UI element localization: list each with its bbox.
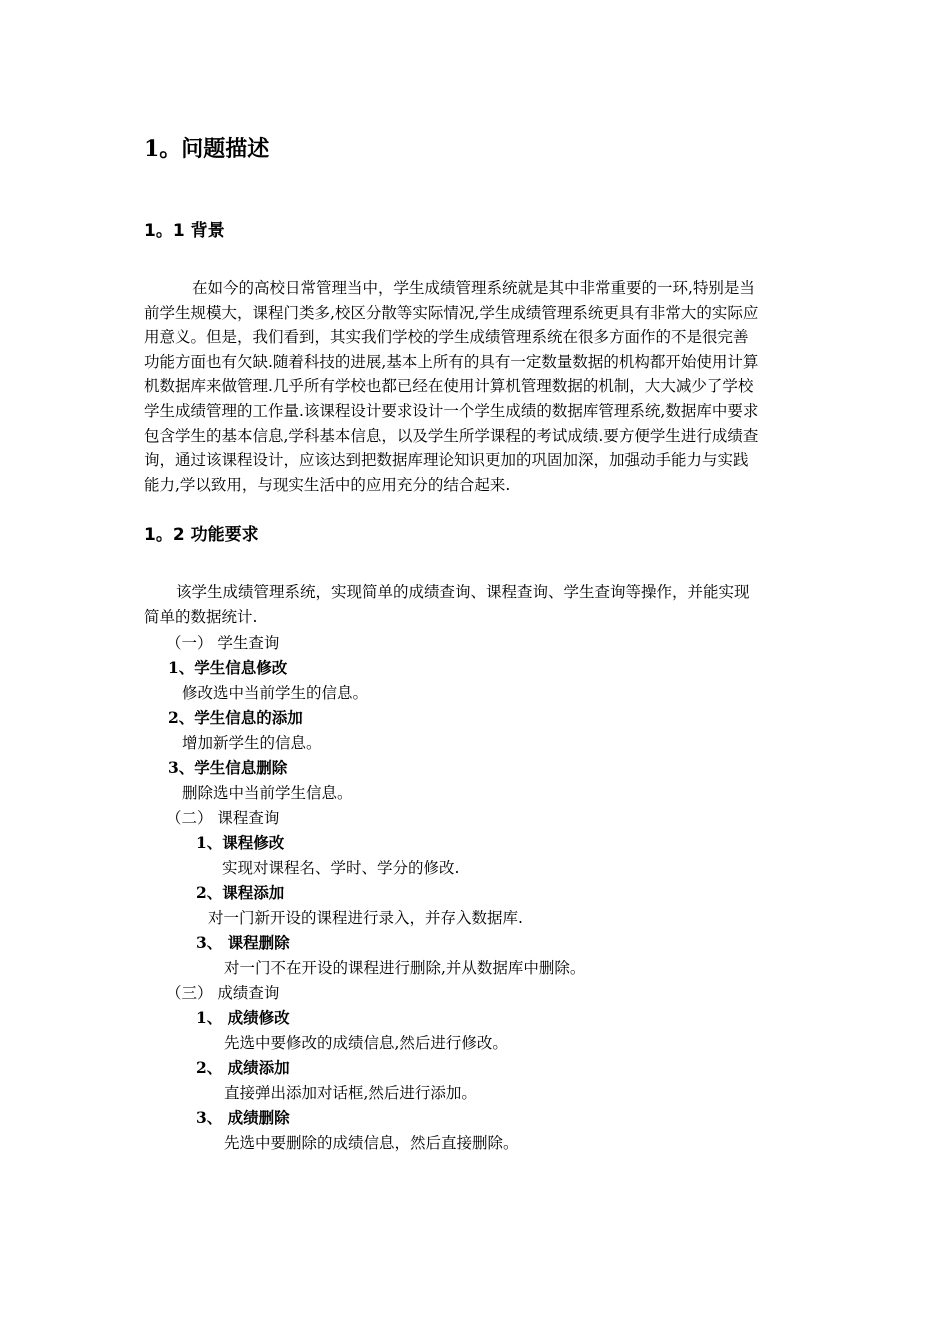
list-item-desc: 增加新学生的信息。 [182, 734, 322, 752]
requirements-intro [144, 580, 812, 629]
paragraph-line: 能力,学以致用，与现实生活中的应用充分的结合起来. [144, 475, 511, 494]
paragraph-line: 前学生规模大，课程门类多,校区分散等实际情况,学生成绩管理系统更具有非常大的实际应 [144, 303, 759, 322]
paragraph-line: 在如今的高校日常管理当中，学生成绩管理系统就是其中非常重要的一环,特别是当 [192, 279, 755, 297]
section-student-query: （一） 学生查询 [166, 634, 280, 652]
paragraph-line: 询，通过该课程设计，应该达到把数据库理论知识更加的巩固加深，加强动手能力与实践 [144, 451, 749, 470]
heading-background: 1。1 背景 [144, 221, 225, 241]
paragraph-line: 机数据库来做管理.几乎所有学校也都已经在使用计算机管理数据的机制，大大减少了学校 [144, 377, 754, 396]
list-item-title: 1、 成绩修改 [196, 1008, 290, 1027]
paragraph-line: 用意义。但是，我们看到，其实我们学校的学生成绩管理系统在很多方面作的不是很完善 [144, 328, 749, 347]
background-paragraph [144, 276, 812, 497]
list-item-desc: 对一门新开设的课程进行录入，并存入数据库. [208, 909, 523, 927]
list-item-title: 2、学生信息的添加 [168, 708, 303, 727]
section-grade-query: （三） 成绩查询 [166, 984, 280, 1002]
list-item-desc: 对一门不在开设的课程进行删除,并从数据库中删除。 [224, 959, 586, 977]
list-item-title: 1、学生信息修改 [168, 658, 288, 677]
list-item-desc: 修改选中当前学生的信息。 [182, 684, 369, 702]
paragraph-line: 学生成绩管理的工作量.该课程设计要求设计一个学生成绩的数据库管理系统,数据库中要求 [144, 401, 759, 420]
list-item-desc: 实现对课程名、学时、学分的修改. [222, 859, 460, 877]
heading-problem-description: 1。问题描述 [144, 136, 270, 162]
list-item-title: 2、 成绩添加 [196, 1058, 290, 1077]
list-item-title: 1、课程修改 [196, 833, 285, 852]
list-item-title: 3、 课程删除 [196, 933, 290, 952]
list-item-desc: 直接弹出添加对话框,然后进行添加。 [224, 1084, 477, 1102]
list-item-title: 2、课程添加 [196, 883, 285, 902]
paragraph-line: 包含学生的基本信息,学科基本信息，以及学生所学课程的考试成绩.要方便学生进行成绩查 [144, 426, 759, 445]
list-item-desc: 先选中要删除的成绩信息，然后直接删除。 [224, 1134, 519, 1152]
intro-line: 简单的数据统计. [144, 607, 258, 626]
paragraph-line: 功能方面也有欠缺.随着科技的进展,基本上所有的具有一定数量数据的机构都开始使用计算 [144, 352, 759, 371]
list-item-title: 3、学生信息删除 [168, 758, 288, 777]
list-item-title: 3、 成绩删除 [196, 1108, 290, 1127]
list-item-desc: 删除选中当前学生信息。 [182, 784, 353, 802]
intro-line: 该学生成绩管理系统，实现简单的成绩查询、课程查询、学生查询等操作，并能实现 [176, 583, 750, 601]
list-item-desc: 先选中要修改的成绩信息,然后进行修改。 [224, 1034, 508, 1052]
heading-functional-requirements: 1。2 功能要求 [144, 525, 259, 545]
section-course-query: （二） 课程查询 [166, 809, 280, 827]
